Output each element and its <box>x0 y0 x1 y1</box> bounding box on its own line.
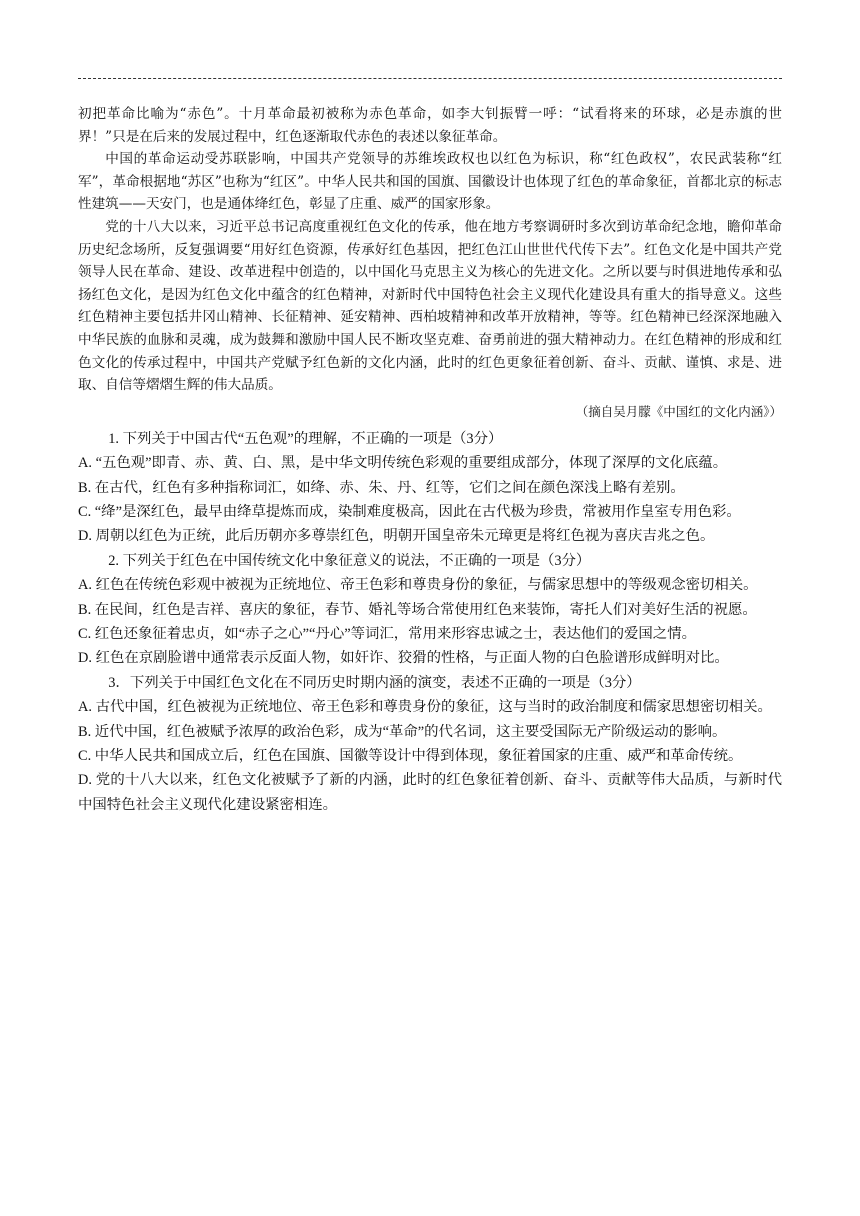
option-c: C. 红色还象征着忠贞，如“赤子之心”“丹心”等词汇，常用来形容忠诚之士，表达他们的爱国之情。 <box>78 625 696 642</box>
passage-paragraph-1: 初把革命比喻为“赤色”。十月革命最初被称为赤色革命，如李大钊振臂一呼：“试看将来的环球，必是赤旗的世界！”只是在后来的发展过程中，红色逐渐取代赤色的表述以象征革命。 <box>78 106 782 145</box>
header-divider <box>78 78 782 79</box>
passage-paragraph-2: 中国的革命运动受苏联影响，中国共产党领导的苏维埃政权也以红色为标识，称“红色政权”，农民武装称“红军”，革命根据地“苏区”也称为“红区”。中华人民共和国的国旗、国徽设计也体现了红色的革命象征，首都北京的标志性建筑——天安门，也是通体绛红色，彰显了庄重、威严的国家形象。 <box>78 151 782 213</box>
option-b: B. 近代中国，红色被赋予浓厚的政治色彩，成为“革命”的代名词，这主要受国际无产阶级运动的影响。 <box>78 723 727 740</box>
question-stem: 3．下列关于中国红色文化在不同历史时期内涵的演变，表述不正确的一项是（3分） <box>108 674 641 691</box>
question-stem: 1. 下列关于中国古代“五色观”的理解，不正确的一项是（3分） <box>108 430 503 447</box>
option-b: B. 在古代，红色有多种指称词汇，如绛、赤、朱、丹、红等，它们之间在颜色深浅上略有差别。 <box>78 479 685 496</box>
exam-page <box>78 78 782 817</box>
option-c: C. 中华人民共和国成立后，红色在国旗、国徽等设计中得到体现，象征着国家的庄重、威严和革命传统。 <box>78 748 743 764</box>
option-a: A. 红色在传统色彩观中被视为正统地位、帝王色彩和尊贵身份的象征，与儒家思想中的等级观念密切相关。 <box>78 577 758 594</box>
option-a: A. 古代中国，红色被视为正统地位、帝王色彩和尊贵身份的象征，这与当时的政治制度和儒家思想密切相关。 <box>78 699 772 716</box>
question-1 <box>78 427 782 549</box>
question-2 <box>78 549 782 671</box>
reading-passage <box>78 103 782 397</box>
option-b: B. 在民间，红色是吉祥、喜庆的象征，春节、婚礼等场合常使用红色来装饰，寄托人们对美好生活的祝愿。 <box>78 601 757 618</box>
option-a: A. “五色观”即青、赤、黄、白、黑，是中华文明传统色彩观的重要组成部分，体现了深厚的文化底蕴。 <box>78 455 728 472</box>
option-c: C. “绛”是深红色，最早由绛草提炼而成，染制难度极高，因此在古代极为珍贵，常被用作皇室专用色彩。 <box>78 503 741 520</box>
option-d: D. 周朝以红色为正统，此后历朝亦多尊崇红色，明朝开国皇帝朱元璋更是将红色视为喜庆吉兆之色。 <box>78 528 715 545</box>
question-stem: 2. 下列关于红色在中国传统文化中象征意义的说法，不正确的一项是（3分） <box>108 552 591 569</box>
passage-paragraph-3: 党的十八大以来，习近平总书记高度重视红色文化的传承，他在地方考察调研时多次到访革命纪念地，瞻仰革命历史纪念场所，反复强调要“用好红色资源，传承好红色基因，把红色江山世世代代传下去”。红色文化是中国共产党领导人民在革命、建设、改革进程中创造的，以中国化马克思主义为核心的先进文化。之所以要与时俱进地传承和弘扬红色文化，是因为红色文化中蕴含的红色精神，对新时代中国特色社会主义现代化建设具有重大的指导意义。这些红色精神主要包括井冈山精神、长征精神、延安精神、西柏坡精神和改革开放精神，等等。红色精神已经深深地融入中华民族的血脉和灵魂，成为鼓舞和激励中国人民不断攻坚克难、奋勇前进的强大精神动力。在红色精神的形成和红色文化的传承过程中，中国共产党赋予红色新的文化内涵，此时的红色更象征着创新、奋斗、贡献、谨慎、求是、进取、自信等熠熠生辉的伟大品质。 <box>78 218 782 394</box>
passage-source: （摘自吴月朦《中国红的文化内涵》） <box>575 403 782 419</box>
option-d: D. 红色在京剧脸谱中通常表示反面人物，如奸诈、狡猾的性格，与正面人物的白色脸谱形成鲜明对比。 <box>78 650 729 667</box>
option-d: D. 党的十八大以来，红色文化被赋予了新的内涵，此时的红色象征着创新、奋斗、贡献等伟大品质，与新时代中国特色社会主义现代化建设紧密相连。 <box>78 772 782 813</box>
question-3 <box>78 671 782 817</box>
question-list <box>78 427 782 818</box>
